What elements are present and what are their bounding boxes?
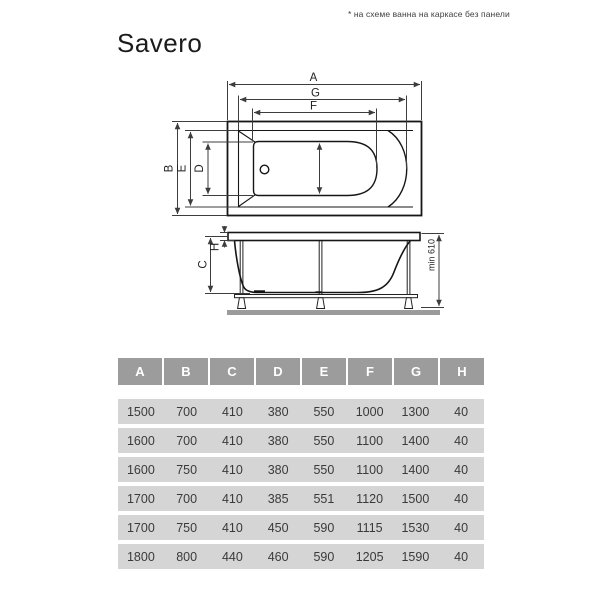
table-cell: 1530 — [401, 520, 430, 535]
table-cell: 385 — [267, 491, 289, 506]
table-cell: 1500 — [126, 404, 155, 419]
product-title: Savero — [117, 28, 203, 58]
table-cell: 440 — [221, 549, 243, 564]
table-row — [118, 486, 484, 511]
table-cell: 1800 — [126, 549, 155, 564]
table-cell: 40 — [454, 404, 469, 419]
table-cell: 410 — [221, 433, 243, 448]
table-cell: 410 — [221, 520, 243, 535]
table-cell: 380 — [267, 433, 289, 448]
dim-label-f: F — [309, 100, 318, 113]
column-header: F — [348, 358, 392, 385]
table-row — [118, 428, 484, 453]
column-header: E — [302, 358, 346, 385]
frame-feet — [238, 298, 413, 309]
column-header: G — [394, 358, 438, 385]
column-header: C — [210, 358, 254, 385]
column-header: A — [118, 358, 162, 385]
table-cell: 380 — [267, 404, 289, 419]
table-cell: 460 — [267, 549, 289, 564]
frame-legs — [240, 241, 410, 299]
table-cell: 1600 — [126, 433, 155, 448]
table-cell: 40 — [454, 520, 469, 535]
table-cell: 40 — [454, 549, 469, 564]
table-cell: 410 — [221, 491, 243, 506]
table-row — [118, 399, 484, 424]
spec-table-header — [118, 358, 484, 385]
table-cell: 1700 — [126, 491, 155, 506]
drain-fitting — [254, 290, 265, 292]
table-cell: 1300 — [401, 404, 430, 419]
table-cell: 750 — [176, 462, 198, 477]
table-cell: 40 — [454, 462, 469, 477]
table-cell: 1700 — [126, 520, 155, 535]
table-cell: 1400 — [401, 433, 430, 448]
table-cell: 1400 — [401, 462, 430, 477]
column-header: B — [164, 358, 208, 385]
table-cell: 1590 — [401, 549, 430, 564]
table-cell: 1115 — [356, 520, 383, 535]
table-cell: 40 — [454, 433, 469, 448]
table-cell: 700 — [176, 433, 198, 448]
table-cell: 40 — [454, 491, 469, 506]
table-cell: 550 — [313, 462, 335, 477]
table-cell: 1000 — [355, 404, 384, 419]
dim-label-a: A — [309, 72, 318, 84]
table-cell: 1500 — [401, 491, 430, 506]
front-view — [227, 233, 440, 313]
dim-label-min-height: min 610 — [426, 238, 437, 272]
rim-bar — [228, 233, 420, 241]
table-cell: 590 — [313, 549, 335, 564]
dim-label-b: B — [163, 164, 176, 173]
table-cell: 1205 — [355, 549, 384, 564]
footnote: * на схеме ванна на каркасе без панели — [348, 9, 510, 19]
table-cell: 410 — [221, 462, 243, 477]
table-cell: 700 — [176, 491, 198, 506]
column-header: D — [256, 358, 300, 385]
table-cell: 1100 — [356, 462, 384, 477]
dim-label-d: D — [194, 164, 206, 173]
dim-label-c: C — [197, 260, 210, 269]
table-cell: 750 — [176, 520, 198, 535]
table-row — [118, 457, 484, 482]
technical-drawing — [150, 60, 470, 330]
spec-table — [118, 358, 484, 573]
table-row — [118, 515, 484, 540]
table-cell: 551 — [313, 491, 335, 506]
overflow-fitting — [316, 291, 322, 293]
table-cell: 1600 — [126, 462, 155, 477]
dim-label-e: E — [176, 164, 189, 173]
dim-label-h: H — [209, 242, 222, 252]
spec-table-body — [118, 399, 484, 569]
table-cell: 550 — [313, 433, 335, 448]
top-view — [228, 122, 422, 216]
tub-outer-rim — [228, 122, 422, 216]
tub-profile — [235, 241, 411, 293]
table-cell: 700 — [176, 404, 198, 419]
table-cell: 380 — [267, 462, 289, 477]
frame-rail — [235, 295, 418, 298]
dim-label-g: G — [311, 87, 320, 100]
table-cell: 1120 — [356, 491, 384, 506]
table-cell: 450 — [267, 520, 289, 535]
table-cell: 1100 — [356, 433, 384, 448]
table-cell: 590 — [313, 520, 335, 535]
table-cell: 550 — [313, 404, 335, 419]
table-row — [118, 544, 484, 569]
column-header: H — [440, 358, 484, 385]
table-cell: 410 — [221, 404, 243, 419]
table-cell: 800 — [176, 549, 198, 564]
